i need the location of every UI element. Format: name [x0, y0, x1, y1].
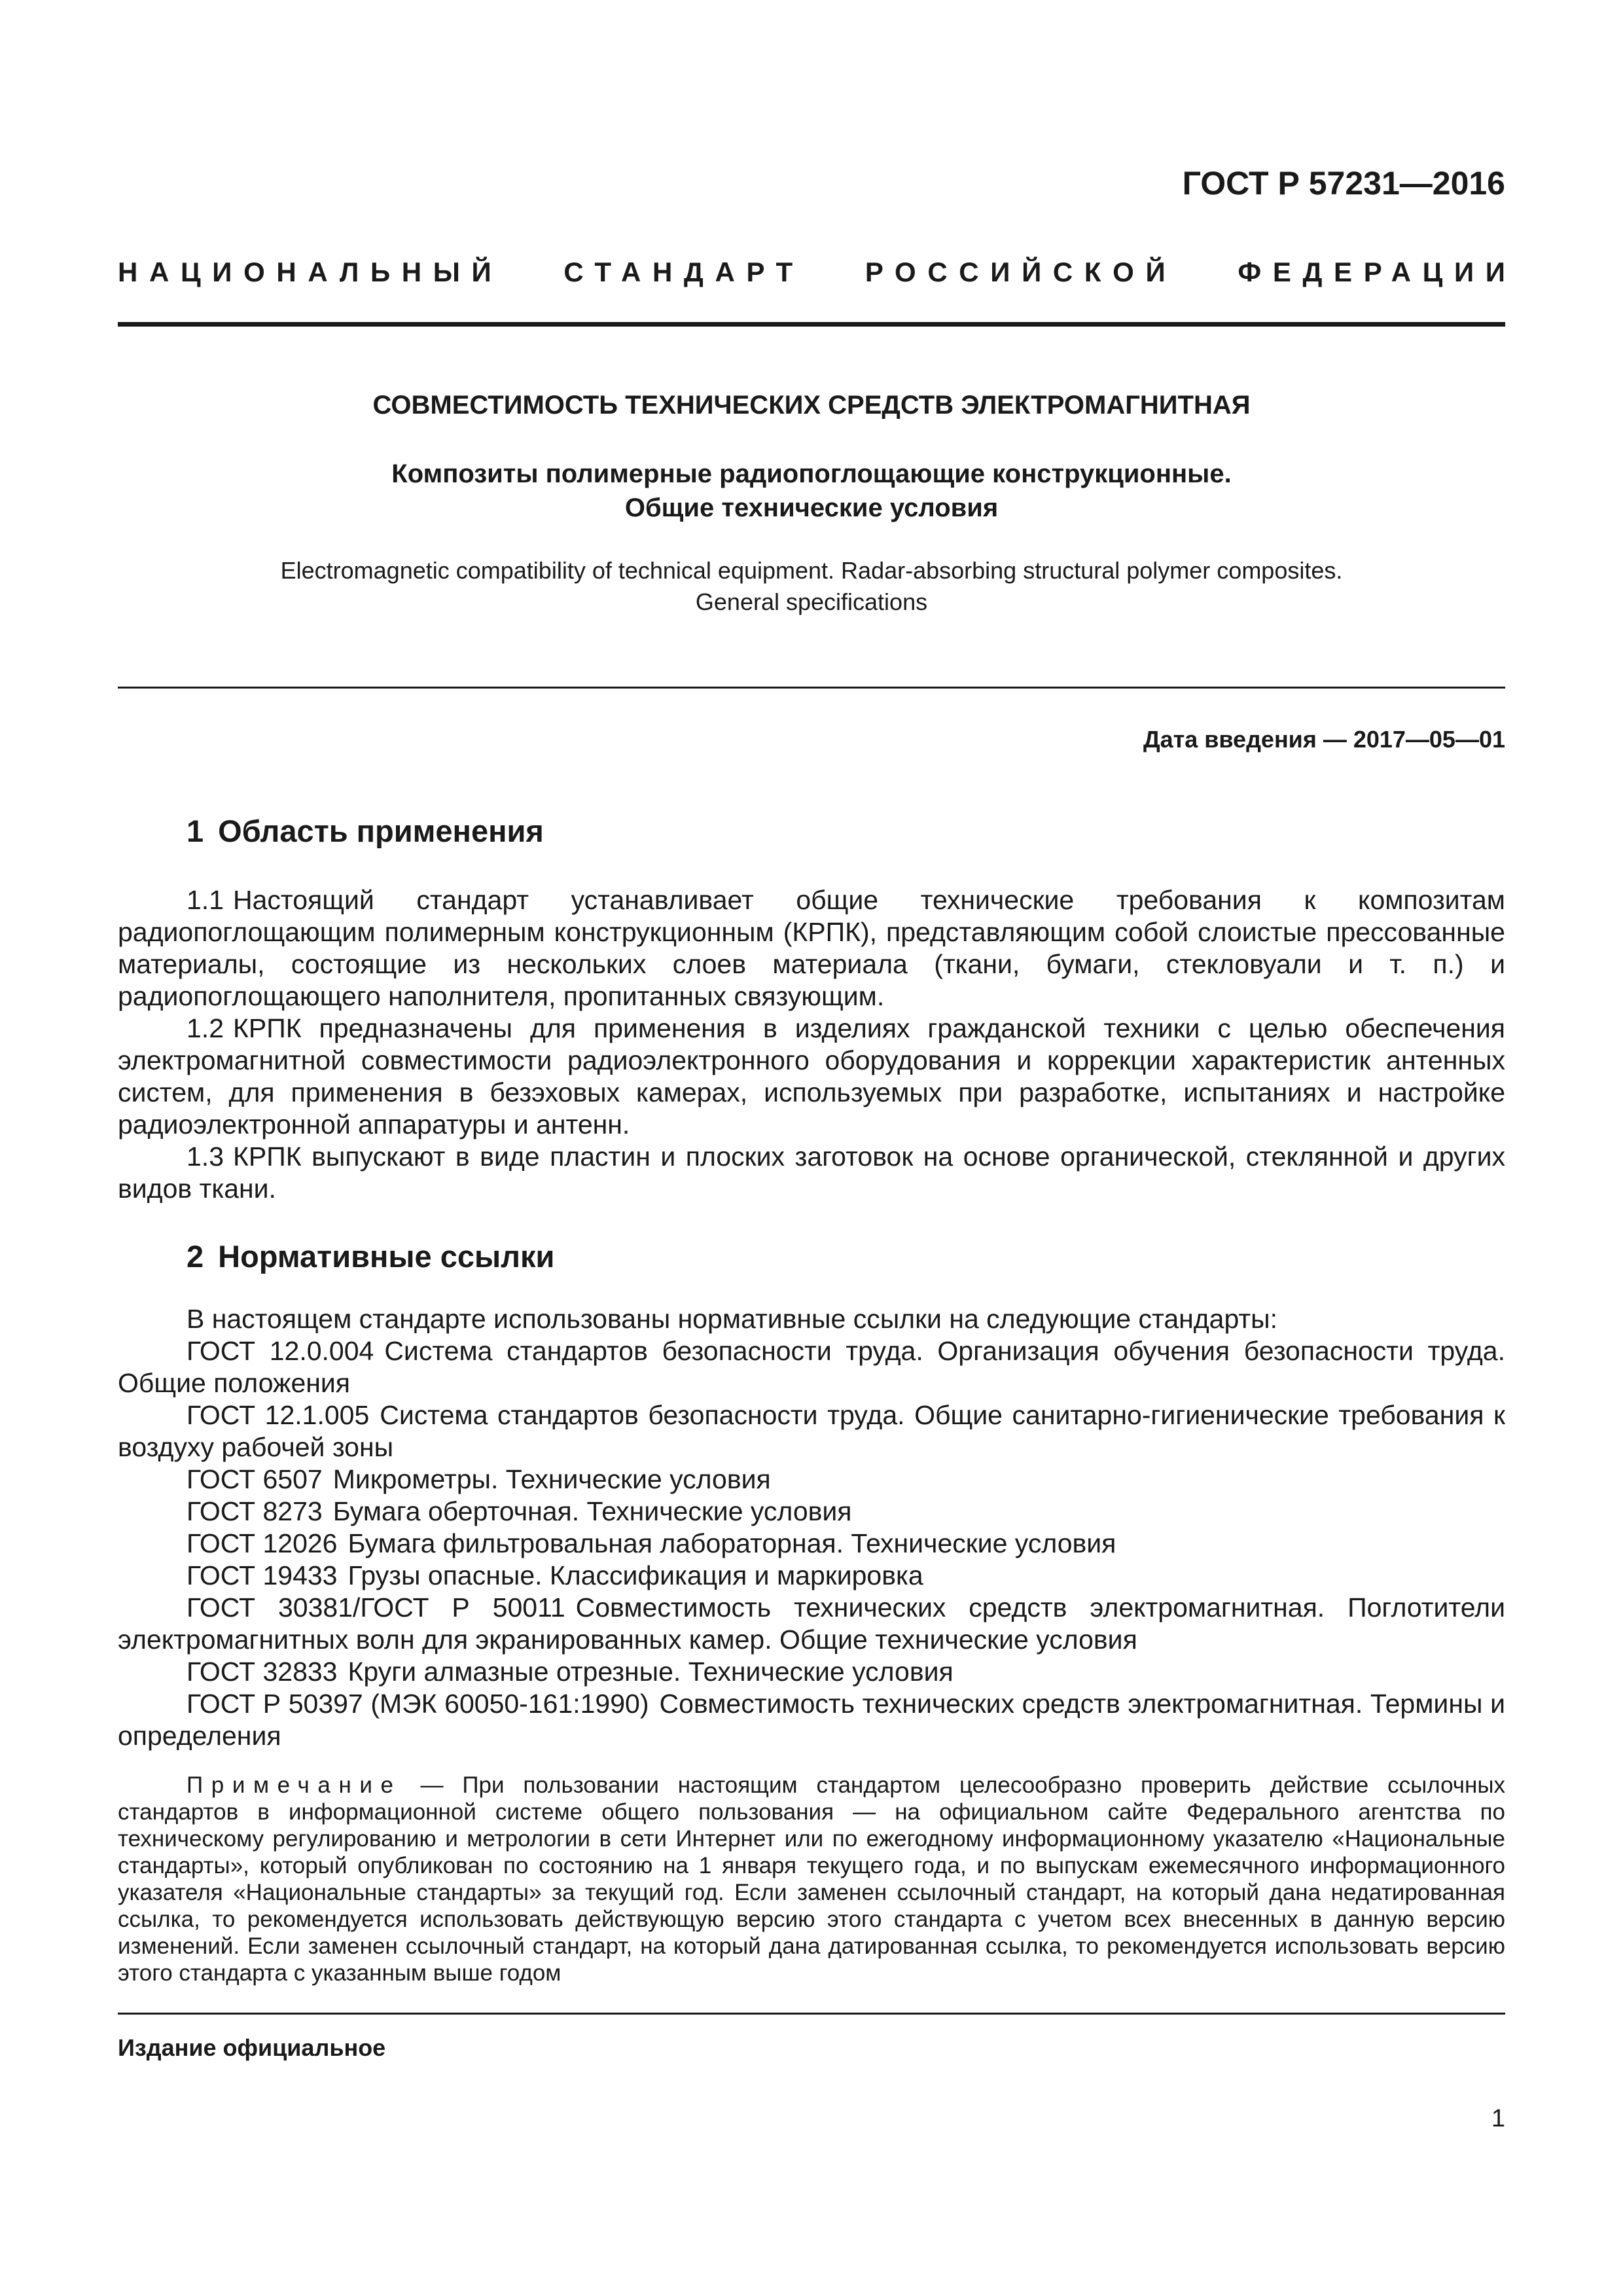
reference-title: Совместимость технических средств электромагнитная. Термины и определения: [118, 1689, 1505, 1751]
section-heading: [118, 812, 1505, 850]
reference-title: Круги алмазные отрезные. Технические условия: [348, 1657, 954, 1687]
reference-entry: [118, 1560, 1505, 1592]
title-main: СОВМЕСТИМОСТЬ ТЕХНИЧЕСКИХ СРЕДСТВ ЭЛЕКТРОМАГНИТНАЯ: [372, 391, 1251, 420]
clause-number: 1.1: [187, 885, 224, 915]
section-title: Нормативные ссылки: [218, 1239, 555, 1274]
section-number: 2: [187, 1239, 204, 1274]
title-subtitle-line: Общие технические условия: [624, 493, 999, 522]
note-dash: —: [401, 1772, 463, 1798]
title-rule: [118, 687, 1505, 689]
title-english-line: General specifications: [695, 588, 928, 615]
reference-title: Бумага оберточная. Технические условия: [332, 1496, 852, 1526]
note-block: [118, 1772, 1505, 1986]
clause-paragraph: [118, 1013, 1505, 1141]
reference-title: Система стандартов безопасности труда. Организация обучения безопасности труда. Общие положения: [118, 1336, 1505, 1398]
national-word: РОССИЙСКОЙ: [865, 257, 1177, 287]
reference-entry: [118, 1399, 1505, 1463]
reference-title: Бумага фильтровальная лабораторная. Технические условия: [348, 1528, 1116, 1558]
reference-entry: [118, 1656, 1505, 1688]
clause-paragraph: [118, 884, 1505, 1013]
reference-code: ГОСТ 6507: [187, 1464, 323, 1494]
footer-rule: [118, 2013, 1505, 2015]
reference-code: ГОСТ 12.1.005: [187, 1400, 370, 1430]
reference-title: Грузы опасные. Классификация и маркировка: [348, 1560, 923, 1590]
reference-entry: [118, 1688, 1505, 1752]
reference-title: Совместимость технических средств электромагнитная. Поглотители электромагнитных волн для экранированных камер. Общие технические условия: [118, 1592, 1505, 1655]
title-subtitle: [118, 457, 1505, 525]
standard-designation: ГОСТ Р 57231—2016: [1182, 165, 1505, 202]
title-english: [118, 555, 1505, 618]
official-edition-label: Издание официальное: [118, 2034, 386, 2061]
reference-title: Система стандартов безопасности труда. Общие санитарно-гигиенические требования к воздуху рабочей зоны: [118, 1400, 1505, 1462]
title-subtitle-line: Композиты полимерные радиопоглощающие конструкционные.: [391, 459, 1232, 488]
header-rule-thick: [118, 322, 1505, 327]
reference-entry: [118, 1528, 1505, 1560]
clause-paragraph: [118, 1141, 1505, 1205]
national-word: НАЦИОНАЛЬНЫЙ: [118, 257, 503, 287]
reference-entry: [118, 1592, 1505, 1656]
reference-code: ГОСТ Р 50397 (МЭК 60050-161:1990): [187, 1689, 649, 1719]
reference-code: ГОСТ 19433: [187, 1560, 338, 1590]
clause-text: КРПК предназначены для применения в изделиях гражданской техники с целью обеспечения электромагнитной совместимости радиоэлектронного оборудования и коррекции характеристик антенных систем, для применения в безэховых камерах, используемых при разработке, испытаниях и настройке радиоэлектронной аппаратуры и антенн.: [118, 1013, 1505, 1139]
reference-entry: [118, 1496, 1505, 1528]
reference-entry: [118, 1463, 1505, 1496]
title-english-line: Electromagnetic compatibility of technical equipment. Radar-absorbing structural polymer composites.: [280, 557, 1343, 584]
clause-text: КРПК выпускают в виде пластин и плоских заготовок на основе органической, стеклянной и других видов ткани.: [118, 1141, 1505, 1204]
section-number: 1: [187, 814, 204, 848]
page-number: 1: [1491, 2105, 1505, 2132]
reference-code: ГОСТ 8273: [187, 1496, 323, 1526]
references-intro: В настоящем стандарте использованы нормативные ссылки на следующие стандарты:: [187, 1304, 1278, 1334]
section-title: Область применения: [218, 814, 544, 848]
reference-code: ГОСТ 30381/ГОСТ Р 50011: [187, 1592, 565, 1623]
introduction-date: Дата введения — 2017—05—01: [1143, 726, 1505, 753]
clause-number: 1.3: [187, 1141, 224, 1172]
reference-code: ГОСТ 12026: [187, 1528, 338, 1558]
clause-text: Настоящий стандарт устанавливает общие технические требования к композитам радиопоглощающим полимерным конструкционным (КРПК), представляющим собой слоистые прессованные материалы, состоящие из нескольких слоев материала (ткани, бумаги, стекловуали и т. п.) и радиопоглощающего наполнителя, пропитанных связующим.: [118, 885, 1505, 1011]
reference-code: ГОСТ 12.0.004: [187, 1336, 374, 1366]
national-word: СТАНДАРТ: [563, 257, 804, 287]
national-standard-line: [118, 255, 1517, 289]
note-text: При пользовании настоящим стандартом целесообразно проверить действие ссылочных стандартов в информационной системе общего пользования — на официальном сайте Федерального агентства по техническому регулированию и метрологии в сети Интернет или по ежегодному информационному указателю «Национальные стандарты», который опубликован по состоянию на 1 января текущего года, и по выпускам ежемесячного информационного указателя «Национальные стандарты» за текущий год. Если заменен ссылочный стандарт, на который дана недатированная ссылка, то рекомендуется использовать действующую версию этого стандарта с учетом всех внесенных в данную версию изменений. Если заменен ссылочный стандарт, на который дана датированная ссылка, то рекомендуется использовать версию этого стандарта с указанным выше годом: [118, 1772, 1506, 1986]
reference-code: ГОСТ 32833: [187, 1657, 338, 1687]
reference-title: Микрометры. Технические условия: [332, 1464, 771, 1494]
clause-number: 1.2: [187, 1013, 224, 1043]
section-heading: [118, 1238, 1505, 1276]
note-label: Примечание: [187, 1772, 402, 1798]
reference-entry: [118, 1335, 1505, 1399]
national-word: ФЕДЕРАЦИИ: [1238, 257, 1517, 287]
